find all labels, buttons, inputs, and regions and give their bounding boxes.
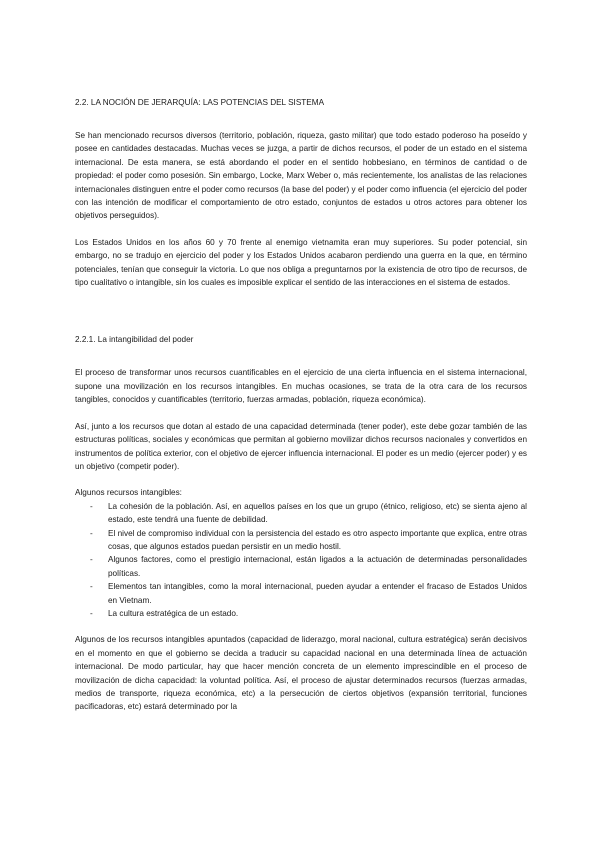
- list-item: [75, 580, 527, 607]
- section-paragraph-1: Se han mencionado recursos diversos (territorio, población, riqueza, gasto militar) que todo estado poderoso ha poseído y posee en cantidades destacadas. Muchas veces se juzga, a partir de dichos recursos, el poder de un estado en el sistema internacional. De esta manera, se está abordando el poder en el sentido hobbesiano, en términos de cantidad o de propiedad: el poder como posesión. Sin embargo, Locke, Marx Weber o, más recientemente, los analistas de las relaciones internacionales distinguen entre el poder como recursos (la base del poder) y el poder como influencia (el ejercicio del poder con las intención de modificar el comportamiento de otro estado, conjuntos de estados u otros actores para obtener los objetivos perseguidos).: [75, 131, 527, 221]
- bullet-dash: -: [90, 582, 93, 592]
- list-item: [75, 527, 527, 554]
- list-item-text: La cohesión de la población. Así, en aquellos países en los que un grupo (étnico, religioso, etc) se sienta ajeno al estado, este tendrá una fuente de debilidad.: [108, 501, 527, 525]
- bullet-dash: -: [90, 555, 93, 565]
- list-item: [75, 500, 527, 527]
- list-item-text: La cultura estratégica de un estado.: [108, 608, 239, 618]
- list-item-text: Elementos tan intangibles, como la moral internacional, pueden ayudar a entender el fracaso de Estados Unidos en Vietnam.: [108, 582, 527, 605]
- section-heading: 2.2. LA NOCIÓN DE JERARQUÍA: LAS POTENCIAS DEL SISTEMA: [75, 98, 325, 107]
- bullet-dash: -: [90, 608, 93, 618]
- subsection-paragraph-2: Así, junto a los recursos que dotan al estado de una capacidad determinada (tener poder), este debe gozar también de las estructuras políticas, sociales y económicas que permitan al gobierno movilizar dichos recursos nacionales y convertidos en instrumentos de política exterior, con el objetivo de ejercer influencia internacional. El poder es un medio (ejercer poder) y es un objetivo (competir poder).: [75, 421, 527, 471]
- list-item: [75, 607, 527, 620]
- subsection-paragraph-1: El proceso de transformar unos recursos cuantificables en el ejercicio de una cierta influencia en el sistema internacional, supone una movilización en los recursos intangibles. En muchas ocasiones, se trata de la otra cara de los recursos tangibles, conocidos y cuantificables (territorio, fuerzas armadas, población, riqueza económica).: [75, 368, 527, 405]
- list-item-text: Algunos factores, como el prestigio internacional, están ligados a la actuación de determinadas personalidades políticas.: [108, 555, 527, 578]
- section-paragraph-2: Los Estados Unidos en los años 60 y 70 frente al enemigo vietnamita eran muy superiores. Su poder potencial, sin embargo, no se tradujo en ejercicio del poder y los Estados Unidos acabaron perdiendo una guerra en la que, en término potenciales, tenían que conseguir la victoria. Lo que nos obliga a preguntarnos por la existencia de otro tipo de recursos, de tipo cualitativo o intangible, sin los cuales es imposible explicar el sentido de las interacciones en el sistema de estados.: [75, 237, 527, 288]
- list-item: [75, 553, 527, 580]
- subsection-heading: 2.2.1. La intangibilidad del poder: [75, 335, 194, 345]
- bullet-dash: -: [90, 501, 93, 511]
- list-item-text: El nivel de compromiso individual con la persistencia del estado es otro aspecto importante que explica, entre otras cosas, que algunos estados puedan persistir en un medio hostil.: [108, 528, 527, 551]
- bullet-dash: -: [90, 528, 93, 538]
- page-content: [75, 96, 527, 714]
- closing-paragraph: Algunos de los recursos intangibles apuntados (capacidad de liderazgo, moral nacional, cultura estratégica) serán decisivos en el momento en que el gobierno se decida a traducir su capacidad nacional en una determinada línea de actuación internacional. De modo particular, hay que hacer mención concreta de un elemento imprescindible en el proceso de movilización de dicha capacidad: la voluntad política. Así, el proceso de ajustar determinados recursos (fuerzas armadas, medios de transporte, riqueza económica, etc) a la persecución de ciertos objetivos (expansión territorial, funciones pacificadoras, etc) estará determinado por la: [75, 635, 527, 712]
- list-intro: Algunos recursos intangibles:: [75, 488, 182, 498]
- intangible-resources-list: [75, 500, 527, 621]
